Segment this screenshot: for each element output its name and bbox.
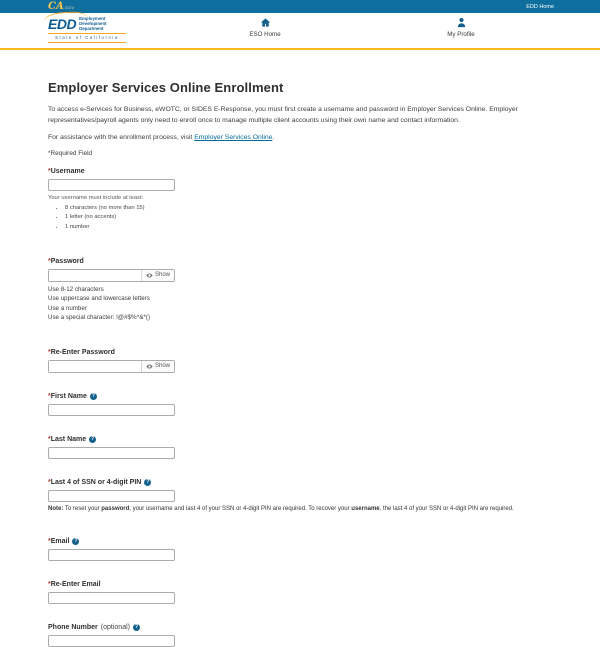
username-hint: Your username must include at least:	[48, 195, 144, 201]
username-input[interactable]	[48, 179, 175, 191]
required-asterisk: *	[48, 168, 51, 175]
password-rule: Use a special character: !@#$%^&*()	[48, 314, 151, 321]
reenter-password-input[interactable]	[49, 361, 141, 372]
employer-services-online-link[interactable]: Employer Services Online	[194, 134, 273, 141]
phone-optional-suffix: (optional)	[100, 623, 130, 631]
username-group	[48, 168, 552, 230]
required-asterisk: *	[48, 580, 51, 588]
nav-eso-home-label: ESO Home	[249, 31, 281, 38]
first-name-label: *First Name	[48, 392, 87, 400]
page-title: Employer Services Online Enrollment	[48, 80, 284, 95]
reenter-email-input[interactable]	[48, 592, 175, 604]
edd-logo-line1: Employment	[79, 16, 106, 21]
nav-my-profile-label: My Profile	[447, 31, 475, 38]
required-asterisk: *	[48, 257, 51, 265]
ca-gov-logo[interactable]	[48, 2, 75, 12]
home-icon	[260, 17, 271, 28]
last-name-input[interactable]	[48, 447, 175, 459]
nav-eso-home[interactable]	[233, 17, 297, 38]
edd-logo-rule-top	[48, 33, 126, 34]
reenter-password-group	[48, 349, 552, 373]
reenter-password-input-group	[48, 360, 175, 373]
required-asterisk: *	[48, 348, 51, 356]
password-input-group	[48, 269, 175, 282]
ssn-pin-label: *Last 4 of SSN or 4-digit PIN	[48, 478, 142, 486]
phone-label: Phone Number	[48, 623, 98, 631]
assistance-paragraph	[48, 134, 552, 141]
reenter-email-label: *Re-Enter Email	[48, 580, 101, 588]
username-requirements	[65, 205, 552, 230]
last-name-label: *Last Name	[48, 435, 87, 443]
site-header	[0, 13, 600, 48]
password-rule: Use 8-12 characters	[48, 285, 104, 293]
required-asterisk: *	[48, 478, 51, 486]
password-group	[48, 258, 552, 323]
phone-group	[48, 624, 552, 647]
password-label: *Password	[48, 257, 84, 265]
username-label: *Username	[48, 168, 85, 175]
nav-my-profile[interactable]	[429, 17, 493, 38]
password-rule: Use uppercase and lowercase letters	[48, 295, 150, 302]
required-asterisk: *	[48, 392, 51, 400]
email-help-icon[interactable]	[72, 538, 79, 545]
first-name-help-icon[interactable]	[90, 393, 97, 400]
ca-gov-logo-gov: GOV	[64, 4, 75, 10]
edd-logo[interactable]	[48, 16, 128, 43]
eye-icon	[146, 364, 153, 369]
last-name-help-icon[interactable]	[89, 436, 96, 443]
password-rule: Use a number	[48, 304, 87, 312]
first-name-group	[48, 393, 552, 416]
edd-logo-rule-bottom	[48, 42, 126, 43]
required-asterisk: *	[48, 435, 51, 443]
username-requirement: • 8 characters (no more than 15)	[65, 205, 552, 211]
ssn-pin-note: Note: To reset your password, your username and last 4 of your SSN or 4-digit PIN are required. To recover your username, the last 4 of your SSN or 4-digit PIN are required.	[48, 505, 514, 512]
reenter-password-label: *Re-Enter Password	[48, 348, 115, 356]
edd-logo-tagline: State of California	[55, 35, 119, 41]
ssn-pin-help-icon[interactable]	[144, 479, 151, 486]
required-field-note: *Required Field	[48, 150, 93, 157]
edd-home-link[interactable]: EDD Home	[526, 3, 554, 10]
reenter-password-show-button[interactable]: Show	[141, 361, 174, 372]
edd-logo-line2: Development	[79, 21, 107, 27]
eye-icon	[146, 273, 153, 278]
person-icon	[456, 17, 467, 28]
ssn-pin-group	[48, 479, 552, 512]
ssn-pin-input[interactable]	[48, 490, 175, 502]
edd-logo-abbr: EDD	[48, 15, 77, 32]
ca-gov-logo-ca: CA	[48, 0, 64, 12]
reenter-email-group	[48, 581, 552, 604]
assistance-suffix: .	[272, 134, 275, 141]
password-rules	[48, 285, 552, 323]
phone-input[interactable]	[48, 635, 175, 647]
first-name-input[interactable]	[48, 404, 175, 416]
last-name-group	[48, 436, 552, 459]
username-requirement: • 1 number	[65, 224, 552, 230]
email-input[interactable]	[48, 549, 175, 561]
main-content	[0, 50, 600, 647]
phone-help-icon[interactable]	[133, 624, 140, 631]
password-input[interactable]	[49, 270, 141, 281]
username-requirement: • 1 letter (no accents)	[65, 214, 552, 220]
password-show-button[interactable]: Show	[141, 270, 174, 281]
required-asterisk: *	[48, 537, 51, 545]
edd-logo-line3: Department	[79, 26, 104, 32]
email-label: *Email	[48, 537, 70, 545]
email-group	[48, 538, 552, 561]
assistance-prefix: For assistance with the enrollment process, visit	[48, 134, 195, 141]
intro-paragraph: To access e-Services for Business, eWOTC, or SIDES E-Response, you must first create a username and password in Employer Services Online. Employer representatives/payroll agents only need to enroll once to manage multiple client accounts using their own name and contact information.	[48, 106, 518, 124]
utility-topbar	[0, 0, 600, 13]
